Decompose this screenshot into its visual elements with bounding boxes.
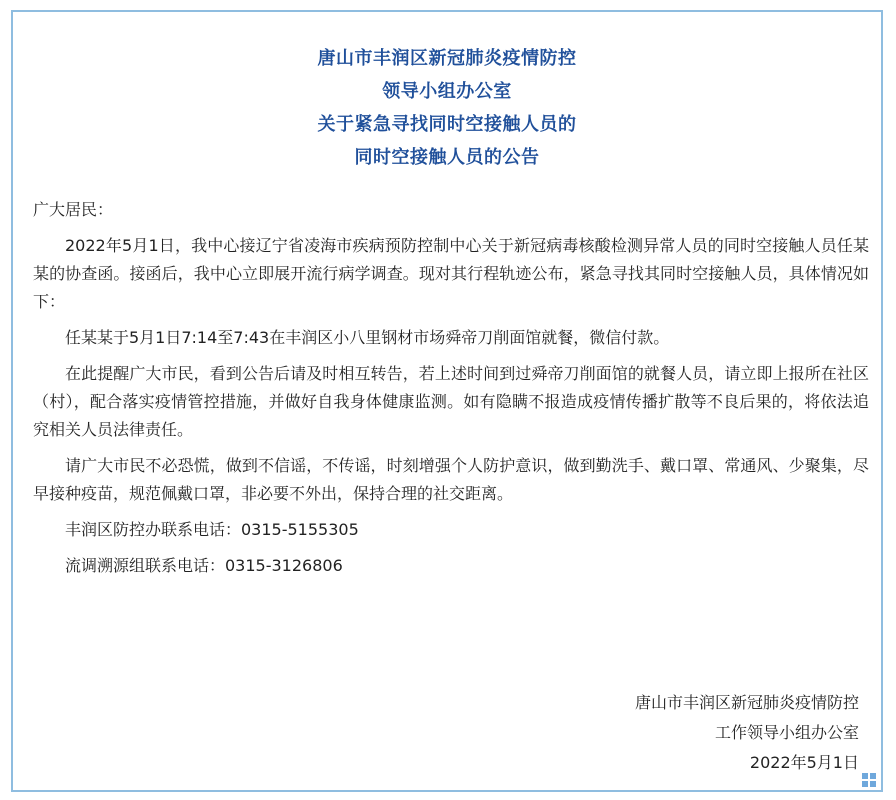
salutation: 广大居民：: [33, 200, 114, 219]
signature-org-line-1: 唐山市丰润区新冠肺炎疫情防控: [634, 693, 859, 712]
title-line-4: 同时空接触人员的公告: [354, 147, 540, 168]
paragraph-advice: 请广大市民不必恐慌，做到不信谣，不传谣，时刻增强个人防护意识，做到勤洗手、戴口罩、常通风、少聚集，尽早接种疫苗，规范佩戴口罩，非必要不外出，保持合理的社交距离。: [33, 456, 869, 503]
contact-phone-tracing: 流调溯源组联系电话：0315-3126806: [65, 556, 343, 575]
contact-phone-district: 丰润区防控办联系电话：0315-5155305: [65, 520, 359, 539]
title-line-2: 领导小组办公室: [382, 81, 512, 102]
paragraph-reminder: 在此提醒广大市民，看到公告后请及时相互转告，若上述时间到过舜帝刀削面馆的就餐人员，请立即上报所在社区（村），配合落实疫情管控措施，并做好自我身体健康监测。如有隐瞒不报造成疫情传播扩散等不良后果的，将依法追究相关人员法律责任。: [33, 364, 869, 439]
signature-block: [635, 688, 859, 778]
grid-icon: [862, 773, 876, 787]
paragraph-notice: 2022年5月1日，我中心接辽宁省凌海市疾病预防控制中心关于新冠病毒核酸检测异常人员的同时空接触人员任某某的协查函。接函后，我中心立即展开流行病学调查。现对其行程轨迹公布，紧急寻找其同时空接触人员，具体情况如下：: [33, 236, 869, 311]
signature-org-line-2: 工作领导小组办公室: [714, 723, 859, 742]
title-line-1: 唐山市丰润区新冠肺炎疫情防控: [317, 48, 577, 69]
document-frame: [11, 10, 883, 792]
title-line-3: 关于紧急寻找同时空接触人员的: [317, 114, 577, 135]
announcement-title: [13, 42, 881, 174]
announcement-body: [33, 196, 869, 588]
paragraph-itinerary: 任某某于5月1日7:14至7:43在丰润区小八里钢材市场舜帝刀削面馆就餐，微信付款。: [65, 328, 670, 347]
signature-date: 2022年5月1日: [749, 753, 859, 772]
